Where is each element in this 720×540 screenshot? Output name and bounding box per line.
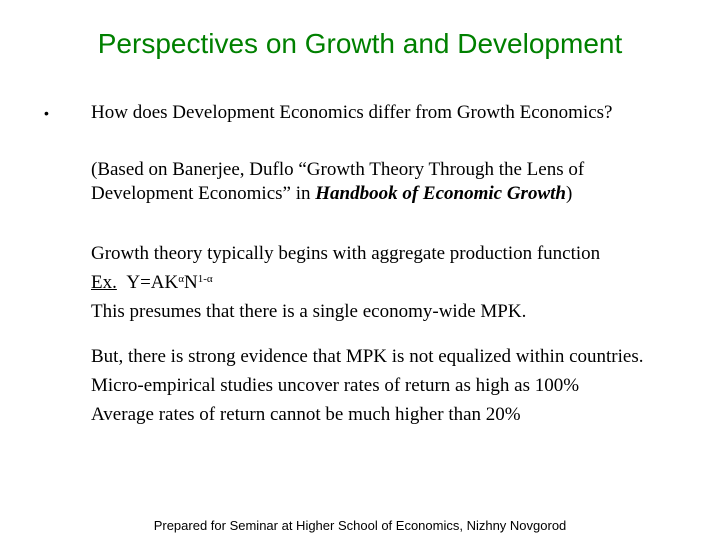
formula-exponent-alpha: α [178, 273, 185, 285]
formula-exponent-one-minus-alpha: 1-α [197, 273, 213, 285]
evidence-line-2: Micro-empirical studies uncover rates of return as high as 100% [91, 375, 580, 396]
evidence-line-3: Average rates of return cannot be much higher than 20% [91, 404, 521, 425]
evidence-block [91, 342, 701, 429]
growth-theory-block [91, 239, 701, 326]
formula-labor: N [184, 272, 198, 293]
mpk-presumption-line: This presumes that there is a single economy-wide MPK. [91, 301, 527, 322]
source-line-2 [91, 182, 701, 206]
bullet-marker: • [44, 105, 49, 121]
slide-title: Perspectives on Growth and Development [97, 28, 623, 59]
growth-theory-line: Growth theory typically begins with aggregate production function [91, 243, 601, 264]
evidence-line-1: But, there is strong evidence that MPK is not equalized within countries. [91, 346, 644, 367]
question-text: How does Development Economics differ from Growth Economics? [91, 102, 613, 123]
production-function-example [91, 268, 701, 297]
source-suffix: ) [565, 183, 573, 204]
source-line-1: (Based on Banerjee, Duflo “Growth Theory Through the Lens of [91, 159, 585, 180]
slide-footer: Prepared for Seminar at Higher School of Economics, Nizhny Novgorod [153, 518, 567, 533]
formula-base: Y=AK [126, 272, 179, 293]
source-citation [91, 158, 701, 206]
example-label: Ex. [91, 272, 117, 293]
source-prefix: Development Economics” in [91, 183, 316, 204]
handbook-title: Handbook of Economic Growth [315, 183, 566, 204]
